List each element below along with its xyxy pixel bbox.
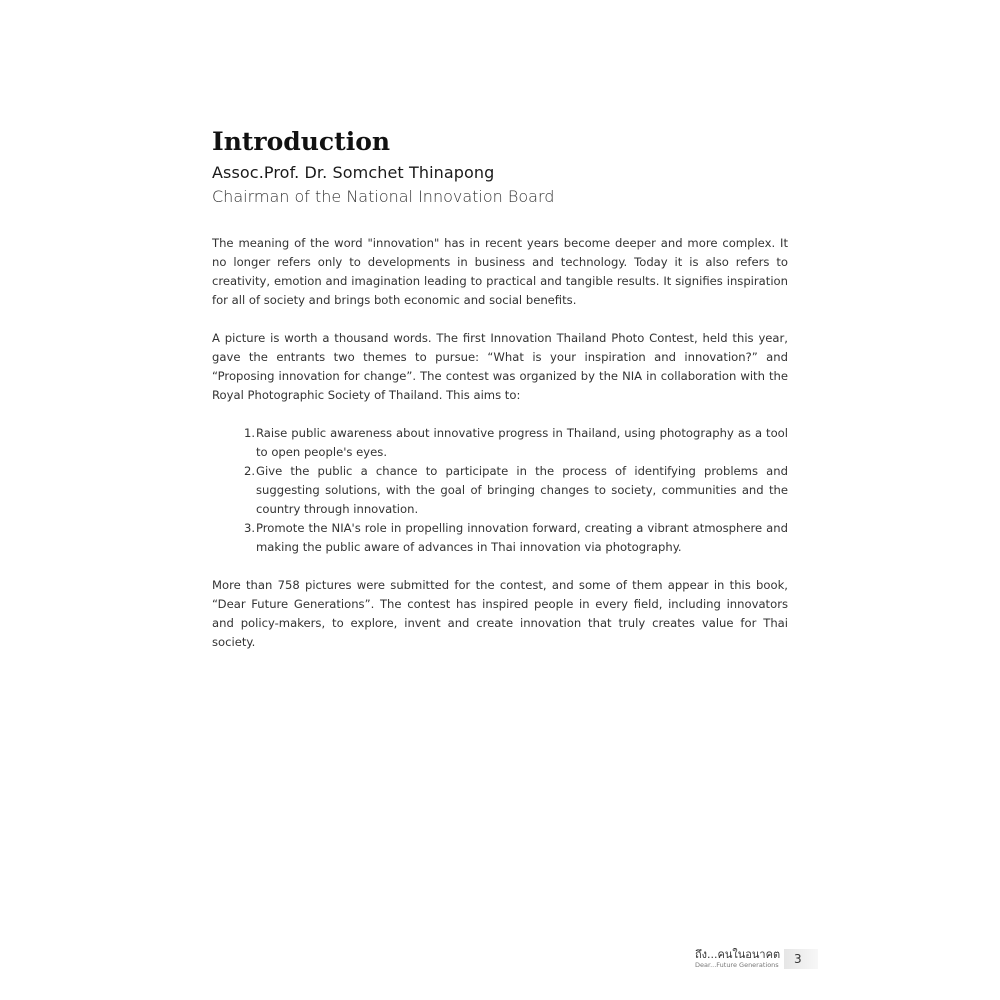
list-item [244, 519, 788, 557]
page-number-box [784, 949, 818, 969]
page-title: Introduction [212, 127, 391, 156]
list-item-text: Raise public awareness about innovative progress in Thailand, using photography as a tool to open people's eyes. [256, 426, 788, 459]
paragraph-3: More than 758 pictures were submitted for the contest, and some of them appear in this book, “Dear Future Generations”. The contest has inspired people in every field, including innovators and policy-makers, to explore, invent and create innovation that truly creates value for Thai society. [212, 578, 788, 649]
list-item-text: Promote the NIA's role in propelling innovation forward, creating a vibrant atmosphere and making the public aware of advances in Thai innovation via photography. [256, 521, 788, 554]
footer-english-title: Dear...Future Generations [695, 961, 779, 969]
introduction-section [212, 126, 788, 652]
page-number: 3 [794, 952, 802, 966]
author-name: Assoc.Prof. Dr. Somchet Thinapong [212, 163, 495, 182]
paragraph-2: A picture is worth a thousand words. The first Innovation Thailand Photo Contest, held this year, gave the entrants two themes to pursue: “What is your inspiration and innovation?” and “Proposing innovation for change”. The contest was organized by the NIA in collaboration with the Royal Photographic Society of Thailand. This aims to: [212, 331, 788, 402]
paragraph-1: The meaning of the word "innovation" has in recent years become deeper and more complex. It no longer refers only to developments in business and technology. Today it is also refers to creativity, emotion and imagination leading to practical and tangible results. It signifies inspiration for all of society and brings both economic and social benefits. [212, 236, 788, 307]
footer-thai-title: ถึง...คนในอนาคต [695, 948, 781, 961]
list-item-number: 1. [244, 426, 256, 440]
list-item [244, 462, 788, 519]
list-item [244, 424, 788, 462]
list-item-text: Give the public a chance to participate in the process of identifying problems and suggesting solutions, with the goal of bringing changes to society, communities and the country through innovation. [256, 464, 788, 516]
list-item-number: 2. [244, 464, 256, 478]
aims-list [212, 424, 788, 557]
author-role: Chairman of the National Innovation Board [212, 187, 555, 206]
list-item-number: 3. [244, 521, 256, 535]
page-footer [692, 948, 818, 970]
